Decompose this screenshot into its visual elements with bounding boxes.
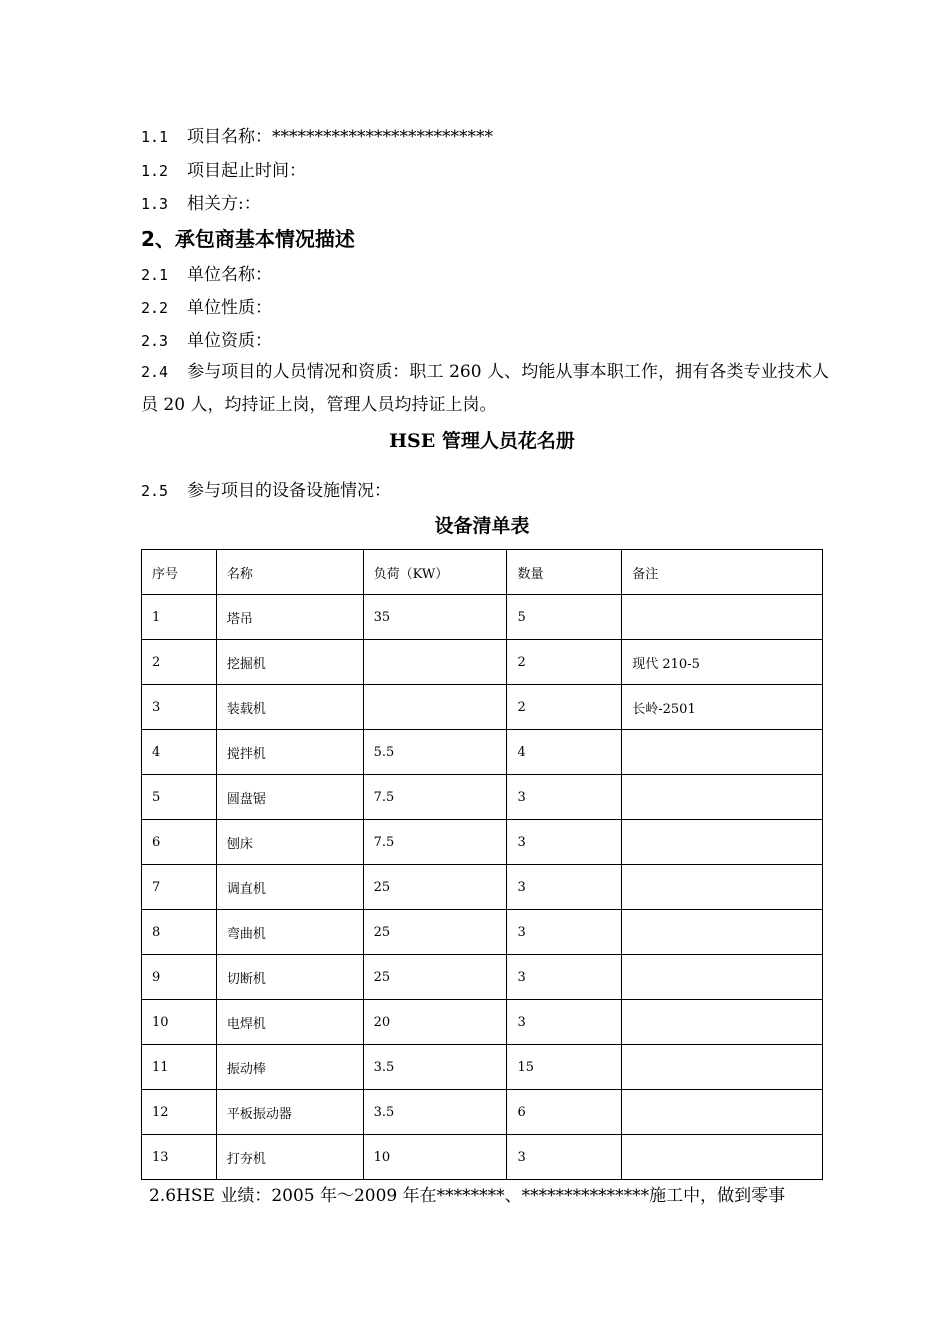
item-text: 项目起止时间： [187, 161, 306, 181]
cell-remark [622, 1045, 823, 1090]
cell-index: 1 [142, 595, 217, 640]
table-header-row [142, 550, 823, 595]
cell-quantity: 2 [507, 685, 622, 730]
item-1-3 [141, 194, 261, 214]
cell-index: 2 [142, 640, 217, 685]
item-text: 单位资质： [187, 331, 272, 351]
cell-remark [622, 820, 823, 865]
cell-quantity: 3 [507, 910, 622, 955]
cell-name: 调直机 [216, 865, 363, 910]
cell-name: 振动棒 [216, 1045, 363, 1090]
cell-load: 3.5 [363, 1045, 507, 1090]
cell-load: 3.5 [363, 1090, 507, 1135]
cell-name: 圆盘锯 [216, 775, 363, 820]
cell-quantity: 3 [507, 820, 622, 865]
cell-load [363, 640, 507, 685]
cell-name: 弯曲机 [216, 910, 363, 955]
item-text: 相关方:： [187, 194, 261, 214]
item-number: 2.4 [141, 363, 169, 381]
hse-performance-line: 2.6HSE 业绩：2005 年～2009 年在********、***************施工中，做到零事 [149, 1186, 786, 1206]
cell-index: 6 [142, 820, 217, 865]
cell-load: 5.5 [363, 730, 507, 775]
cell-name: 电焊机 [216, 1000, 363, 1045]
equipment-table [141, 549, 823, 1180]
table-row [142, 910, 823, 955]
table-row [142, 820, 823, 865]
table-row [142, 775, 823, 820]
item-text: 单位名称： [187, 265, 272, 285]
cell-index: 7 [142, 865, 217, 910]
cell-name: 挖掘机 [216, 640, 363, 685]
item-text: 参与项目的人员情况和资质：职工 260 人、均能从事本职工作，拥有各类专业技术人员 20 人，均持证上岗，管理人员均持证上岗。 [141, 362, 829, 415]
cell-index: 11 [142, 1045, 217, 1090]
cell-load: 负荷（KW） [363, 550, 507, 595]
cell-remark [622, 955, 823, 1000]
cell-remark [622, 595, 823, 640]
cell-remark [622, 730, 823, 775]
cell-name: 打夯机 [216, 1135, 363, 1180]
cell-load: 25 [363, 955, 507, 1000]
cell-quantity: 3 [507, 865, 622, 910]
table-row [142, 595, 823, 640]
table-row [142, 730, 823, 775]
item-text: 项目名称：************************** [187, 127, 493, 147]
cell-load [363, 685, 507, 730]
cell-load: 7.5 [363, 820, 507, 865]
table-row [142, 1090, 823, 1135]
cell-quantity: 数量 [507, 550, 622, 595]
cell-index: 9 [142, 955, 217, 1000]
cell-load: 25 [363, 865, 507, 910]
item-2-2 [141, 298, 272, 318]
cell-index: 12 [142, 1090, 217, 1135]
item-number: 1.3 [141, 195, 169, 213]
cell-name: 切断机 [216, 955, 363, 1000]
hse-roster-title: HSE 管理人员花名册 [389, 430, 575, 452]
cell-quantity: 5 [507, 595, 622, 640]
cell-quantity: 4 [507, 730, 622, 775]
cell-name: 塔吊 [216, 595, 363, 640]
table-row [142, 1135, 823, 1180]
item-number: 2.5 [141, 482, 169, 500]
cell-load: 25 [363, 910, 507, 955]
cell-quantity: 2 [507, 640, 622, 685]
cell-name: 装载机 [216, 685, 363, 730]
cell-index: 3 [142, 685, 217, 730]
cell-name: 搅拌机 [216, 730, 363, 775]
cell-quantity: 15 [507, 1045, 622, 1090]
cell-index: 序号 [142, 550, 217, 595]
cell-remark [622, 865, 823, 910]
cell-name: 名称 [216, 550, 363, 595]
item-number: 2.1 [141, 266, 169, 284]
cell-remark [622, 775, 823, 820]
cell-index: 4 [142, 730, 217, 775]
item-number: 2.3 [141, 332, 169, 350]
table-row [142, 1000, 823, 1045]
section-2-heading: 2、承包商基本情况描述 [141, 227, 355, 251]
item-2-1 [141, 265, 272, 285]
item-1-2 [141, 161, 306, 181]
cell-remark: 长岭-2501 [622, 685, 823, 730]
item-number: 2.2 [141, 299, 169, 317]
equipment-table-title: 设备清单表 [434, 515, 530, 537]
cell-remark [622, 1090, 823, 1135]
cell-remark [622, 1000, 823, 1045]
cell-remark: 现代 210-5 [622, 640, 823, 685]
cell-quantity: 3 [507, 1135, 622, 1180]
cell-remark: 备注 [622, 550, 823, 595]
cell-index: 8 [142, 910, 217, 955]
cell-index: 10 [142, 1000, 217, 1045]
cell-load: 7.5 [363, 775, 507, 820]
cell-remark [622, 1135, 823, 1180]
item-number: 1.2 [141, 162, 169, 180]
table-row [142, 865, 823, 910]
item-text: 单位性质： [187, 298, 272, 318]
item-2-5 [141, 481, 391, 501]
cell-load: 35 [363, 595, 507, 640]
cell-quantity: 3 [507, 775, 622, 820]
table-row [142, 955, 823, 1000]
cell-index: 13 [142, 1135, 217, 1180]
cell-remark [622, 910, 823, 955]
cell-quantity: 3 [507, 955, 622, 1000]
cell-index: 5 [142, 775, 217, 820]
item-number: 1.1 [141, 128, 169, 146]
table-row [142, 640, 823, 685]
cell-quantity: 6 [507, 1090, 622, 1135]
table-row [142, 1045, 823, 1090]
cell-load: 20 [363, 1000, 507, 1045]
cell-quantity: 3 [507, 1000, 622, 1045]
item-text: 参与项目的设备设施情况： [187, 481, 391, 501]
item-2-3 [141, 331, 272, 351]
cell-name: 刨床 [216, 820, 363, 865]
item-1-1 [141, 127, 493, 147]
cell-load: 10 [363, 1135, 507, 1180]
cell-name: 平板振动器 [216, 1090, 363, 1135]
item-2-4 [141, 356, 829, 422]
table-row [142, 685, 823, 730]
